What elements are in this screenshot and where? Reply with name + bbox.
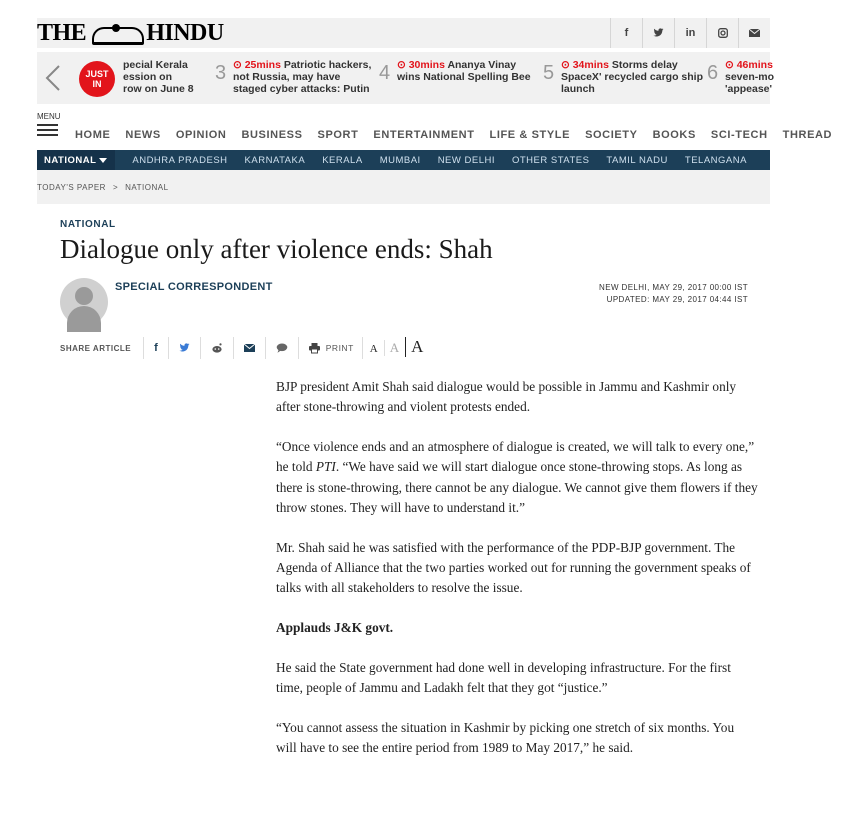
article-paragraph: Mr. Shah said he was satisfied with the performance of the PDP-BJP government. The Agenda of Alliance that the two parties worked out for running the government speaks of talks with all stakeholders to resolve the issue. [276,539,751,596]
article-paragraph: He said the State government had done well in developing infrastructure. For the first time, people of Jammu and Ladakh felt that they got “justice.” [276,659,731,696]
print-label: PRINT [325,343,354,353]
published-date: NEW DELHI, MAY 29, 2017 00:00 IST [599,283,748,292]
ticker-time: 46mins [736,59,773,71]
ticker-text: 'appease' [725,83,773,95]
breadcrumb-todays-paper[interactable]: TODAY'S PAPER [37,182,106,192]
subnav-item-tamil-nadu[interactable]: TAMIL NADU [606,154,668,166]
printer-icon [309,343,320,353]
twitter-icon[interactable] [642,18,674,48]
subnav-item-other-states[interactable]: OTHER STATES [511,154,590,166]
author-avatar [60,278,108,326]
just-in-badge [79,61,115,97]
subnav-item-telangana[interactable]: TELANGANA [684,154,747,166]
logo-word-hindu: HINDU [146,19,224,46]
ticker-time: 34mins [572,59,609,71]
article-body [276,377,758,778]
clock-icon: ⊙ [397,59,409,71]
nav-item-home[interactable]: HOME [75,129,111,141]
nav-item-sci-tech[interactable]: SCI-TECH [710,129,768,141]
main-nav [37,110,833,150]
emblem-icon [88,24,144,42]
article-paragraph-text: “Once violence ends and an atmosphere of dialogue is created, we will talk to every one,” he told [276,439,755,475]
clock-icon: ⊙ [233,59,245,71]
article-section[interactable]: NATIONAL [60,219,116,230]
article-paragraph-text: . “We have said we will start dialogue once stone-throwing stops. As long as there is stone-throwing, there cannot be any dialogue. We cannot give them flowers if they throw stones. They will have to understand it.” [276,459,758,515]
menu-label: MENU [37,112,61,121]
breadcrumb-separator: > [112,182,119,192]
ticker-item[interactable] [123,59,213,99]
just-in-label-1: JUST [85,69,109,79]
mail-icon[interactable] [738,18,770,48]
linkedin-icon[interactable]: in [674,18,706,48]
ticker-text: wins National Spelling Bee [397,71,531,83]
share-label: SHARE ARTICLE [60,343,132,353]
nav-item-sport[interactable]: SPORT [317,129,359,141]
ticker-time: 30mins [408,59,445,71]
font-size-small[interactable]: A [369,343,378,355]
author-name[interactable]: SPECIAL CORRESPONDENT [115,281,273,293]
ticker-text: SpaceX' recycled cargo ship [561,71,703,83]
nav-item-news[interactable]: NEWS [125,129,161,141]
caret-down-icon [99,158,107,163]
site-logo[interactable] [37,18,224,48]
hamburger-icon [37,124,59,136]
social-links [610,18,770,48]
article-paragraph: BJP president Amit Shah said dialogue would be possible in Jammu and Kashmir only after stone-throwing and violent protests ended. [276,379,737,415]
subnav-national[interactable] [37,150,115,170]
top-bar [37,18,770,48]
nav-item-society[interactable]: SOCIETY [585,129,638,141]
ticker-item[interactable] [543,59,713,99]
ticker-item[interactable] [707,59,777,99]
ticker-text: Patriotic hackers, [283,59,372,71]
article-source: PTI [315,459,336,475]
ticker-text: pecial Kerala [123,59,188,71]
nav-item-opinion[interactable]: OPINION [175,129,227,141]
comment-icon[interactable] [265,337,298,359]
facebook-icon[interactable]: f [610,18,642,48]
subnav-item-new-delhi[interactable]: NEW DELHI [437,154,495,166]
nav-item-thread[interactable]: THREAD [782,129,833,141]
sub-nav [37,150,770,170]
article-subheading: Applauds J&K govt. [276,620,394,636]
ticker-text: row on June 8 [123,83,194,95]
share-bar [60,337,426,359]
share-mail-icon[interactable] [233,337,265,359]
ticker-text: seven-mo [725,71,775,83]
menu-button[interactable] [37,112,59,136]
ticker-text: ession on [123,71,173,83]
share-reddit-icon[interactable] [200,337,233,359]
updated-date: UPDATED: MAY 29, 2017 04:44 IST [606,295,748,304]
nav-item-books[interactable]: BOOKS [652,129,696,141]
ticker-text: launch [561,83,595,95]
subnav-national-label: NATIONAL [44,154,97,166]
just-in-label-2: IN [92,79,102,89]
print-button[interactable] [298,337,362,359]
breadcrumb [37,170,770,204]
ticker-text: Storms delay [611,59,678,71]
font-size-controls [362,337,427,359]
ticker-text: not Russia, may have [233,71,341,83]
nav-item-entertainment[interactable]: ENTERTAINMENT [373,129,475,141]
subnav-item-karnataka[interactable]: KARNATAKA [244,154,306,166]
article-paragraph [276,437,758,518]
breadcrumb-national[interactable]: NATIONAL [125,182,169,192]
share-twitter-icon[interactable] [168,337,200,359]
page-title: Dialogue only after violence ends: Shah [60,234,493,264]
just-in-ticker [37,52,775,104]
subnav-item-kerala[interactable]: KERALA [322,154,363,166]
ticker-number: 4 [379,62,391,84]
ticker-item[interactable] [379,59,539,99]
ticker-text: Ananya Vinay [447,59,517,71]
nav-item-business[interactable]: BUSINESS [241,129,303,141]
nav-item-life-style[interactable]: LIFE & STYLE [489,129,571,141]
share-facebook-icon[interactable]: f [143,337,168,359]
ticker-time: 25mins [244,59,281,71]
font-size-large[interactable]: A [405,337,423,357]
subnav-item-andhra-pradesh[interactable]: ANDHRA PRADESH [132,154,228,166]
ticker-number: 6 [707,62,719,84]
font-size-medium[interactable]: A [384,340,399,356]
clock-icon: ⊙ [561,59,573,71]
logo-word-the: THE [37,19,87,46]
ticker-number: 3 [215,62,227,84]
chevron-left-icon[interactable] [43,64,63,92]
subnav-item-mumbai[interactable]: MUMBAI [379,154,421,166]
ticker-item[interactable] [215,59,375,99]
ticker-text: staged cyber attacks: Putin [233,83,370,95]
instagram-icon[interactable] [706,18,738,48]
clock-icon: ⊙ [725,59,737,71]
dateline [599,282,748,306]
article-paragraph: “You cannot assess the situation in Kashmir by picking one stretch of six months. You will have to see the entire period from 1989 to May 2017,” he said. [276,720,735,756]
ticker-number: 5 [543,62,555,84]
